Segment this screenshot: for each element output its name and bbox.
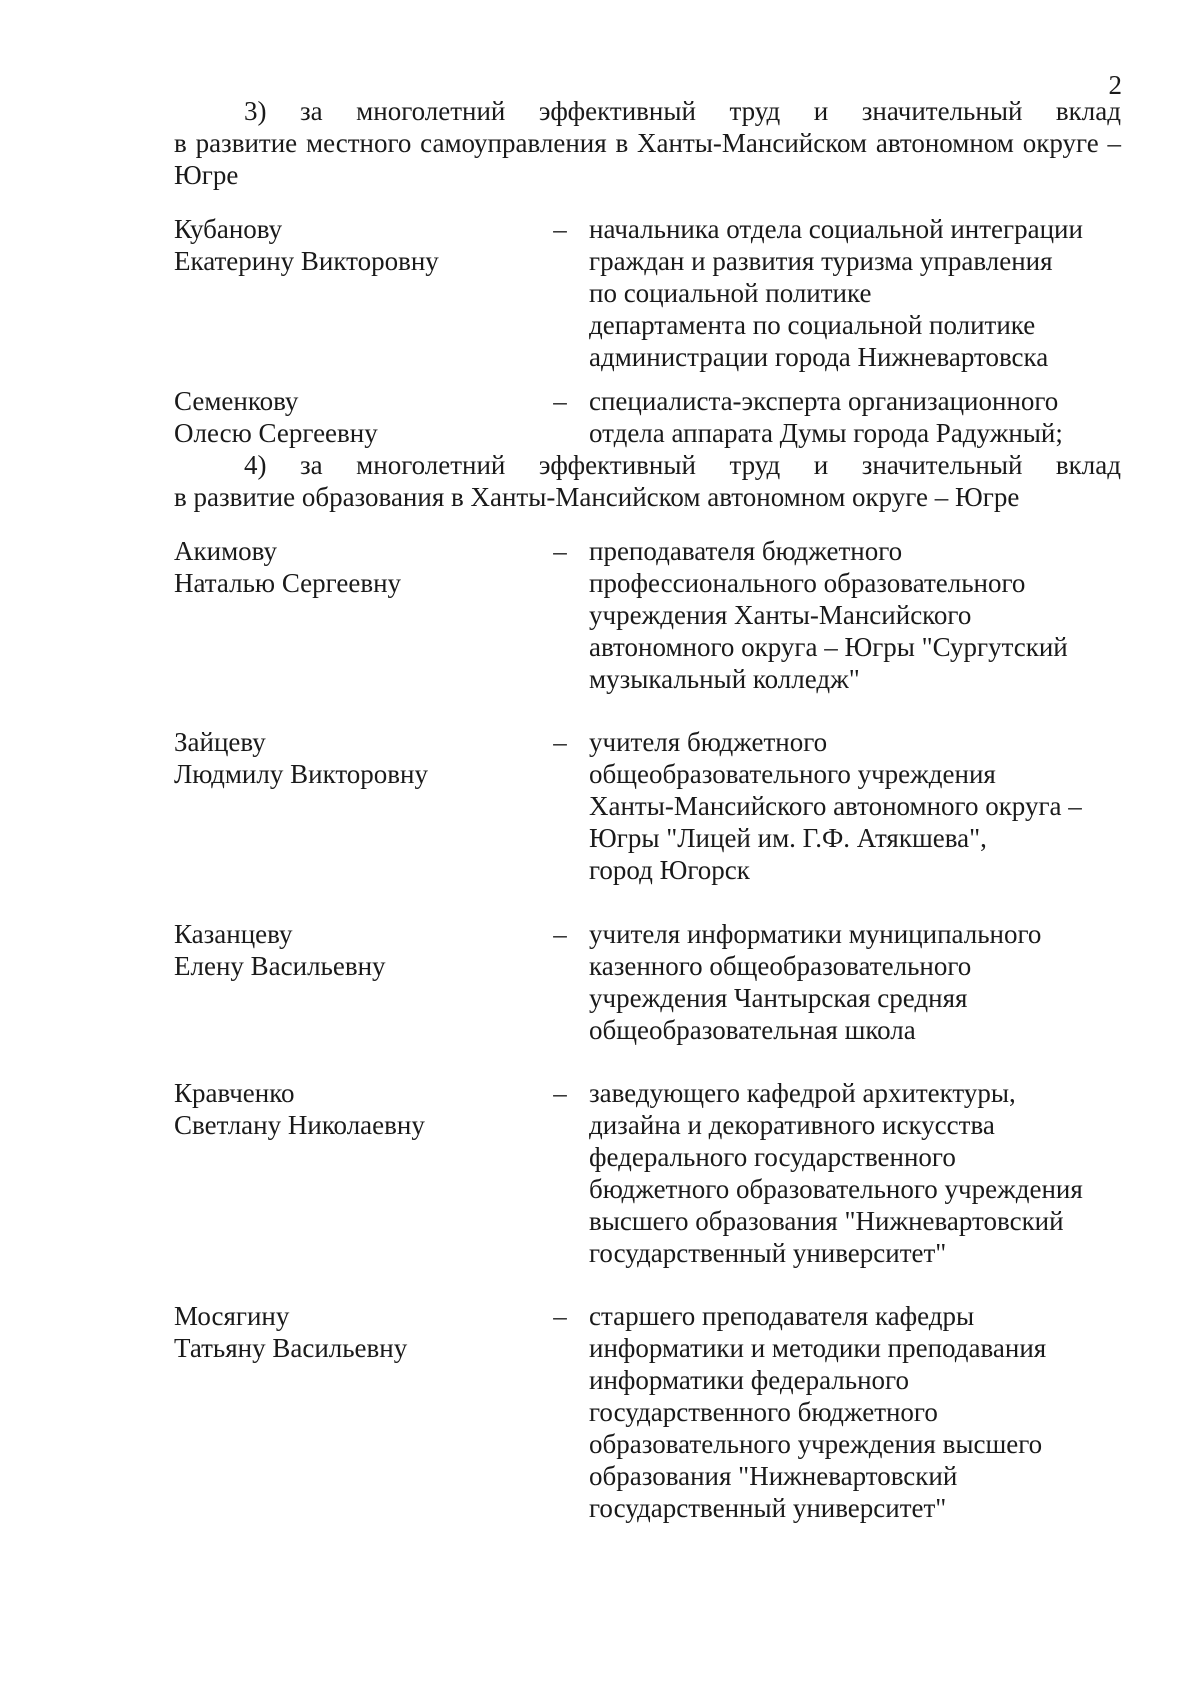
surname: Акимову: [174, 536, 277, 566]
separator-dash: –: [553, 919, 567, 949]
description-line: профессионального образовательного: [589, 568, 1026, 598]
given-names: Екатерину Викторовну: [174, 246, 439, 276]
separator-dash: –: [553, 1078, 567, 1108]
description-line: учителя информатики муниципального: [589, 919, 1042, 949]
separator-dash: –: [553, 536, 567, 566]
description-line: информатики федерального: [589, 1365, 909, 1395]
person-name: [174, 1300, 534, 1364]
description-line: преподавателя бюджетного: [589, 536, 903, 566]
description-line: Ханты-Мансийского автономного округа –: [589, 791, 1082, 821]
section-4-paragraph: [174, 449, 1121, 513]
description-line: учителя бюджетного: [589, 727, 828, 757]
given-names: Людмилу Викторовну: [174, 759, 428, 789]
description-line: федерального государственного: [589, 1142, 956, 1172]
surname: Мосягину: [174, 1301, 290, 1331]
paragraph-rest: в развитие местного самоуправления в Ханты-Мансийском автономном округе – Югре: [174, 128, 1121, 190]
description-line: старшего преподавателя кафедры: [589, 1301, 975, 1331]
description-line: музыкальный колледж": [589, 664, 860, 694]
description-line: граждан и развития туризма управления: [589, 246, 1053, 276]
description-line: информатики и методики преподавания: [589, 1333, 1047, 1363]
given-names: Татьяну Васильевну: [174, 1333, 408, 1363]
position-description: [589, 1077, 1129, 1269]
description-line: государственный университет": [589, 1238, 947, 1268]
person-name: [174, 726, 534, 790]
description-line: Югры "Лицей им. Г.Ф. Атякшева",: [589, 823, 987, 853]
description-line: начальника отдела социальной интеграции: [589, 214, 1083, 244]
position-description: [589, 726, 1129, 886]
description-line: отдела аппарата Думы города Радужный;: [589, 418, 1063, 448]
surname: Кубанову: [174, 214, 283, 244]
given-names: Олесю Сергеевну: [174, 418, 378, 448]
position-description: [589, 1300, 1129, 1524]
surname: Казанцеву: [174, 919, 293, 949]
surname: Зайцеву: [174, 727, 266, 757]
description-line: образовательного учреждения высшего: [589, 1429, 1043, 1459]
description-line: учреждения Ханты-Мансийского: [589, 600, 972, 630]
position-description: [589, 213, 1129, 373]
description-line: учреждения Чантырская средняя: [589, 983, 968, 1013]
person-name: [174, 535, 534, 599]
description-line: департамента по социальной политике: [589, 310, 1036, 340]
description-line: администрации города Нижневартовска: [589, 342, 1049, 372]
paragraph-first-line: 4) за многолетний эффективный труд и значительный вклад: [244, 450, 1121, 480]
given-names: Елену Васильевну: [174, 951, 386, 981]
description-line: город Югорск: [589, 855, 750, 885]
given-names: Светлану Николаевну: [174, 1110, 425, 1140]
person-name: [174, 385, 534, 449]
page-number: 2: [1108, 70, 1122, 100]
given-names: Наталью Сергеевну: [174, 568, 402, 598]
description-line: высшего образования "Нижневартовский: [589, 1206, 1064, 1236]
description-line: государственный университет": [589, 1493, 947, 1523]
separator-dash: –: [553, 386, 567, 416]
separator-dash: –: [553, 727, 567, 757]
description-line: по социальной политике: [589, 278, 872, 308]
description-line: общеобразовательная школа: [589, 1015, 916, 1045]
description-line: дизайна и декоративного искусства: [589, 1110, 995, 1140]
paragraph-first-line: 3) за многолетний эффективный труд и значительный вклад: [244, 96, 1121, 126]
description-line: специалиста-эксперта организационного: [589, 386, 1059, 416]
separator-dash: –: [553, 214, 567, 244]
position-description: [589, 918, 1129, 1046]
person-name: [174, 213, 534, 277]
description-line: государственного бюджетного: [589, 1397, 938, 1427]
position-description: [589, 385, 1129, 449]
person-name: [174, 1077, 534, 1141]
person-name: [174, 918, 534, 982]
description-line: бюджетного образовательного учреждения: [589, 1174, 1083, 1204]
section-3-paragraph: [174, 95, 1121, 191]
paragraph-rest: в развитие образования в Ханты-Мансийском автономном округе – Югре: [174, 482, 1020, 512]
surname: Семенкову: [174, 386, 299, 416]
description-line: казенного общеобразовательного: [589, 951, 972, 981]
description-line: заведующего кафедрой архитектуры,: [589, 1078, 1016, 1108]
description-line: общеобразовательного учреждения: [589, 759, 996, 789]
description-line: автономного округа – Югры "Сургутский: [589, 632, 1068, 662]
position-description: [589, 535, 1129, 695]
surname: Кравченко: [174, 1078, 295, 1108]
separator-dash: –: [553, 1301, 567, 1331]
description-line: образования "Нижневартовский: [589, 1461, 958, 1491]
